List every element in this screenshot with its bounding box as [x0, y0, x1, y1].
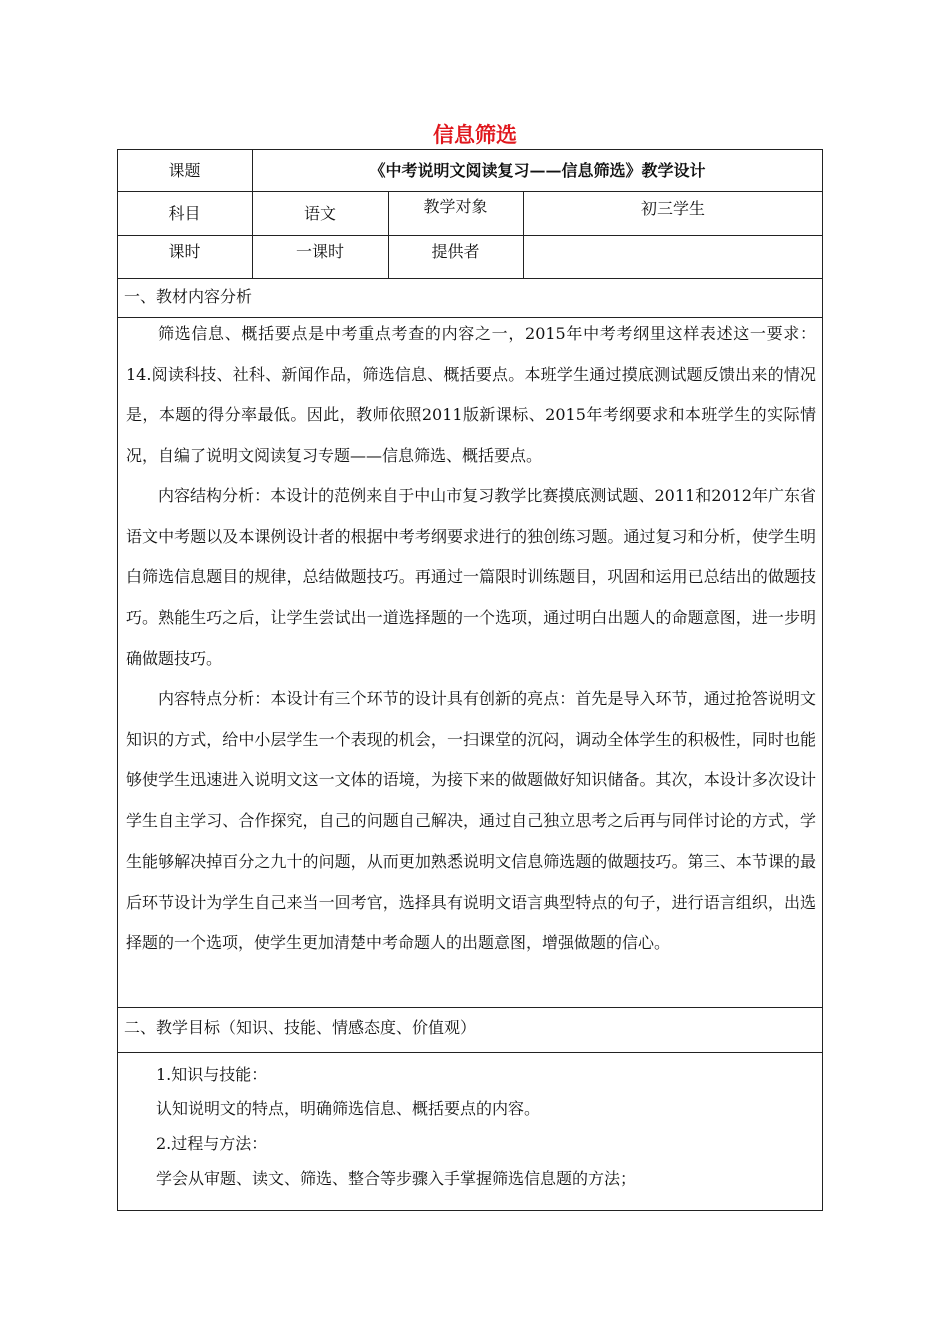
document-title: 信息筛选	[433, 123, 517, 147]
paragraph-overview: 筛选信息、概括要点是中考重点考查的内容之一，2015年中考考纲里这样表述这一要求：14.阅读科技、社科、新闻作品，筛选信息、概括要点。本班学生通过摸底测试题反馈出来的情况是，本题的得分率最低。因此，教师依照2011版新课标、2015年考纲要求和本班学生的实际情况，自编了说明文阅读复习专题——信息筛选、概括要点。	[126, 324, 816, 466]
objective-item: 2.过程与方法：	[156, 1134, 268, 1153]
objective-item: 1.知识与技能：	[156, 1065, 268, 1084]
topic-value: 《中考说明文阅读复习——信息筛选》教学设计	[369, 161, 706, 180]
hours-label: 课时	[168, 242, 201, 261]
objective-item: 认知说明文的特点，明确筛选信息、概括要点的内容。	[156, 1099, 541, 1118]
section-heading-objectives: 二、教学目标（知识、技能、情感态度、价值观）	[124, 1018, 477, 1037]
paragraph-features: 内容特点分析：本设计有三个环节的设计具有创新的亮点：首先是导入环节，通过抢答说明文知识的方式，给中小层学生一个表现的机会，一扫课堂的沉闷，调动全体学生的积极性，同时也能够使学生迅速进入说明文这一文体的语境，为接下来的做题做好知识储备。其次，本设计多次设计学生自主学习、合作探究，自己的问题自己解决，通过自己独立思考之后再与同伴讨论的方式，学生能够解决掉百分之九十的问题，从而更加熟悉说明文信息筛选题的做题技巧。第三、本节课的最后环节设计为学生自己来当一回考官，选择具有说明文语言典型特点的句子，进行语言组织，出选择题的一个选项，使学生更加清楚中考命题人的出题意图，增强做题的信心。	[126, 689, 816, 953]
objective-item: 学会从审题、读文、筛选、整合等步骤入手掌握筛选信息题的方法；	[156, 1169, 637, 1188]
row-divider	[117, 191, 823, 192]
row-divider	[117, 1007, 823, 1008]
audience-value: 初三学生	[640, 199, 705, 218]
row-divider	[117, 235, 823, 236]
audience-label: 教学对象	[423, 197, 488, 216]
row-divider	[117, 278, 823, 279]
provider-label: 提供者	[431, 242, 480, 261]
row-divider	[117, 1052, 823, 1053]
paragraph-structure: 内容结构分析：本设计的范例来自于中山市复习教学比赛摸底测试题、2011和2012年广东省语文中考题以及本课例设计者的根据中考考纲要求进行的独创练习题。通过复习和分析，使学生明白筛选信息题目的规律，总结做题技巧。再通过一篇限时训练题目，巩固和运用已总结出的做题技巧。熟能生巧之后，让学生尝试出一道选择题的一个选项，通过明白出题人的命题意图，进一步明确做题技巧。	[126, 486, 816, 668]
hours-value: 一课时	[295, 242, 344, 261]
subject-label: 科目	[168, 204, 201, 223]
topic-label: 课题	[168, 161, 201, 180]
subject-value: 语文	[303, 204, 336, 223]
section-heading-materials: 一、教材内容分析	[124, 287, 253, 306]
